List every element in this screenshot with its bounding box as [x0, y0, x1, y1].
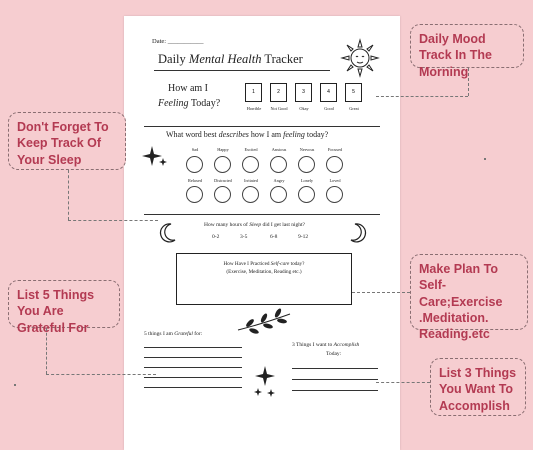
feeling-question-line1: How am I	[168, 83, 208, 94]
divider	[144, 126, 380, 127]
q-text: 5 things I am	[144, 331, 175, 337]
grateful-line-2[interactable]	[144, 357, 242, 358]
dot	[484, 158, 486, 160]
feeling-circle[interactable]	[326, 156, 343, 173]
accomplish-line-2[interactable]	[292, 379, 378, 380]
q-emphasis: Accomplish	[333, 342, 360, 348]
feeling-circle[interactable]	[242, 186, 259, 203]
sleep-option[interactable]: 3-5	[240, 234, 248, 240]
q-text: for:	[192, 331, 203, 337]
q-emphasis: feeling	[283, 130, 305, 139]
feeling-circle[interactable]	[298, 186, 315, 203]
divider	[144, 214, 380, 215]
connector	[68, 170, 69, 220]
sun-face-icon	[338, 36, 382, 80]
connector	[46, 374, 156, 375]
feeling-word: Focused	[327, 147, 343, 152]
connector	[46, 328, 47, 374]
feeling-emphasis: Feeling	[158, 98, 189, 109]
q-emphasis: Sleep	[249, 222, 262, 228]
connector	[352, 292, 410, 293]
accomplish-line-3[interactable]	[292, 390, 378, 391]
feeling-circle[interactable]	[326, 186, 343, 203]
feeling-word: Excited	[244, 147, 258, 152]
feeling-word: Angry	[273, 178, 285, 183]
callout-accomplish: List 3 Things You Want To Accomplish	[430, 358, 526, 416]
feeling-question-line2	[158, 98, 220, 109]
connector	[376, 96, 468, 97]
mood-number: 3	[302, 89, 305, 95]
q-emphasis: Self-care	[270, 261, 290, 267]
feeling-circle[interactable]	[270, 186, 287, 203]
feeling-circle[interactable]	[298, 156, 315, 173]
feeling-circle[interactable]	[214, 186, 231, 203]
q-emphasis: describes	[218, 130, 249, 139]
grateful-line-5[interactable]	[144, 387, 242, 388]
mood-number: 4	[327, 89, 330, 95]
mood-number: 5	[352, 89, 355, 95]
mood-box-4[interactable]	[320, 83, 337, 102]
accomplish-heading	[292, 342, 359, 348]
feeling-word: Sad	[191, 147, 199, 152]
selfcare-examples: (Exercise, Meditation, Reading etc.)	[226, 269, 302, 275]
feeling-word: Anxious	[271, 147, 287, 152]
accomplish-today: Today:	[326, 351, 342, 357]
q-text: how I am	[248, 130, 284, 139]
q-text: What word best	[166, 130, 219, 139]
mood-label: Not Good	[270, 106, 288, 111]
feeling-word: Nervous	[299, 147, 315, 152]
tracker-sheet	[124, 16, 400, 450]
title-emphasis: Mental Health	[188, 52, 262, 66]
connector	[376, 382, 430, 383]
feeling-word: Distracted	[214, 178, 232, 183]
sleep-question	[204, 222, 305, 228]
feeling-word: Irritated	[244, 178, 258, 183]
mood-number: 2	[277, 89, 280, 95]
q-text: today?	[304, 130, 329, 139]
q-text: today?	[289, 261, 305, 267]
selfcare-question	[176, 261, 352, 267]
mood-label: Horrible	[246, 106, 262, 111]
callout-sleep: Don't Forget To Keep Track Of Your Sleep	[8, 112, 126, 170]
mood-number: 1	[252, 89, 255, 95]
callout-selfcare: Make Plan To Self-Care;Exercise .Meditation. Reading.etc	[410, 254, 528, 330]
title-underline	[154, 70, 330, 71]
word-question	[166, 130, 328, 139]
accomplish-line-1[interactable]	[292, 368, 378, 369]
mood-box-2[interactable]	[270, 83, 287, 102]
mood-box-5[interactable]	[345, 83, 362, 102]
q-text: did I get last night?	[261, 222, 305, 228]
mood-label: Good	[324, 106, 334, 111]
grateful-line-4[interactable]	[144, 377, 242, 378]
q-emphasis: Grateful	[174, 331, 193, 337]
q-text: How many hours of	[204, 222, 250, 228]
dot	[14, 384, 16, 386]
moon-icon	[348, 222, 368, 244]
feeling-word: Loved	[329, 178, 341, 183]
mood-box-3[interactable]	[295, 83, 312, 102]
callout-grateful: List 5 Things You Are Grateful For	[8, 280, 120, 328]
feeling-circle[interactable]	[270, 156, 287, 173]
callout-mood: Daily Mood Track In The Morning	[410, 24, 524, 68]
feeling-word: Relaxed	[187, 178, 203, 183]
sleep-option[interactable]: 9-12	[298, 234, 309, 240]
mood-label: Great	[349, 106, 359, 111]
feeling-word: Lonely	[300, 178, 314, 183]
connector	[68, 220, 158, 221]
date-field: Date: ___________	[152, 38, 204, 45]
q-text: 3 Things I want to	[292, 342, 334, 348]
feeling-circle[interactable]	[186, 156, 203, 173]
page-title	[158, 52, 303, 67]
feeling-text: Today?	[188, 98, 221, 109]
feeling-circle[interactable]	[214, 156, 231, 173]
title-part: Tracker	[261, 52, 303, 66]
grateful-heading	[144, 331, 202, 337]
connector	[468, 68, 469, 96]
feeling-circle[interactable]	[186, 186, 203, 203]
sparkle-icon	[252, 364, 278, 400]
q-text: How Have I Practiced	[223, 261, 271, 267]
mood-label: Okay	[299, 106, 309, 111]
grateful-line-1[interactable]	[144, 347, 242, 348]
moon-icon	[158, 222, 178, 244]
sleep-option[interactable]: 0-2	[212, 234, 220, 240]
feeling-circle[interactable]	[242, 156, 259, 173]
title-part: Daily	[158, 52, 189, 66]
feeling-word: Happy	[217, 147, 229, 152]
leaf-branch-icon	[234, 306, 294, 336]
grateful-line-3[interactable]	[144, 367, 242, 368]
sleep-option[interactable]: 6-8	[270, 234, 278, 240]
mood-box-1[interactable]	[245, 83, 262, 102]
sparkle-icon	[142, 144, 168, 170]
